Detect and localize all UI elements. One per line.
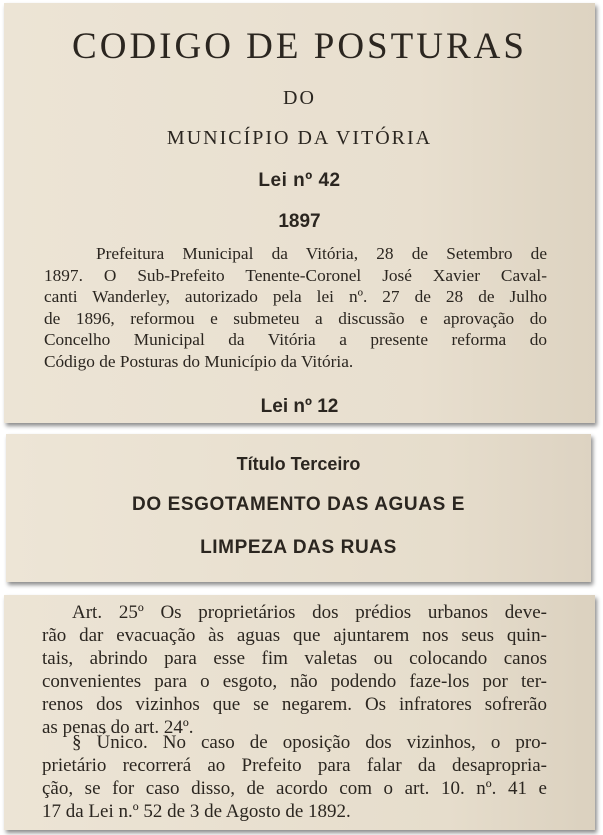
- article-line: convenientes para o esgoto, não podendo faze-los por ter-: [42, 671, 547, 692]
- unico-line: ção, se for caso disso, de acordo com o art. 10. nº. 41 e: [42, 778, 547, 799]
- preamble-line: Código de Posturas do Município da Vitória.: [44, 351, 354, 371]
- preamble-line: canti Wanderley, autorizado pela lei nº. 27 de 28 de Julho: [44, 287, 547, 307]
- title-connector: DO: [283, 87, 316, 109]
- preamble-paragraph: [44, 243, 547, 373]
- section-heading-panel: [6, 434, 591, 582]
- article-25-paragraph: [42, 601, 547, 739]
- municipality-name: MUNICÍPIO DA VITÓRIA: [166, 127, 433, 149]
- law-number-bottom: Lei nº 12: [260, 396, 339, 417]
- title-label: Título Terceiro: [236, 454, 361, 474]
- article-line: rão dar evacuação às aguas que ajuntarem nos seus quin-: [42, 625, 547, 646]
- law-number: Lei nº 42: [258, 170, 341, 191]
- article-line: renos dos vizinhos que se negarem. Os infratores sofrerão: [42, 694, 547, 715]
- unico-paragraph: [42, 731, 547, 823]
- unico-line: prietário recorrerá ao Prefeito para falar da desapropria-: [42, 755, 547, 776]
- unico-line: 17 da Lei n.º 52 de 3 de Agosto de 1892.: [42, 801, 351, 822]
- article-line: tais, abrindo para esse fim valetas ou colocando canos: [42, 648, 547, 669]
- section-heading-line1: DO ESGOTAMENTO DAS AGUAS E: [132, 494, 465, 515]
- document-title: CODIGO DE POSTURAS: [72, 26, 527, 67]
- section-heading-line2: LIMPEZA DAS RUAS: [200, 537, 397, 558]
- law-year: 1897: [278, 211, 321, 232]
- article-line: as penas do art. 24º.: [42, 717, 194, 738]
- preamble-line: de 1896, reformou e submeteu a discussão e aprovação do: [44, 308, 547, 328]
- preamble-line: Prefeitura Municipal da Vitória, 28 de Setembro de: [96, 244, 547, 263]
- preamble-line: Concelho Municipal da Vitória a presente reforma do: [44, 330, 547, 350]
- article-line: Art. 25º Os proprietários dos prédios urbanos deve-: [72, 602, 547, 623]
- preamble-line: 1897. O Sub-Prefeito Tenente-Coronel José Xavier Caval-: [44, 265, 547, 285]
- article-text-panel: [4, 595, 595, 830]
- header-page-panel: [4, 3, 595, 423]
- unico-line: § Único. No caso de oposição dos vizinhos, o pro-: [72, 732, 547, 753]
